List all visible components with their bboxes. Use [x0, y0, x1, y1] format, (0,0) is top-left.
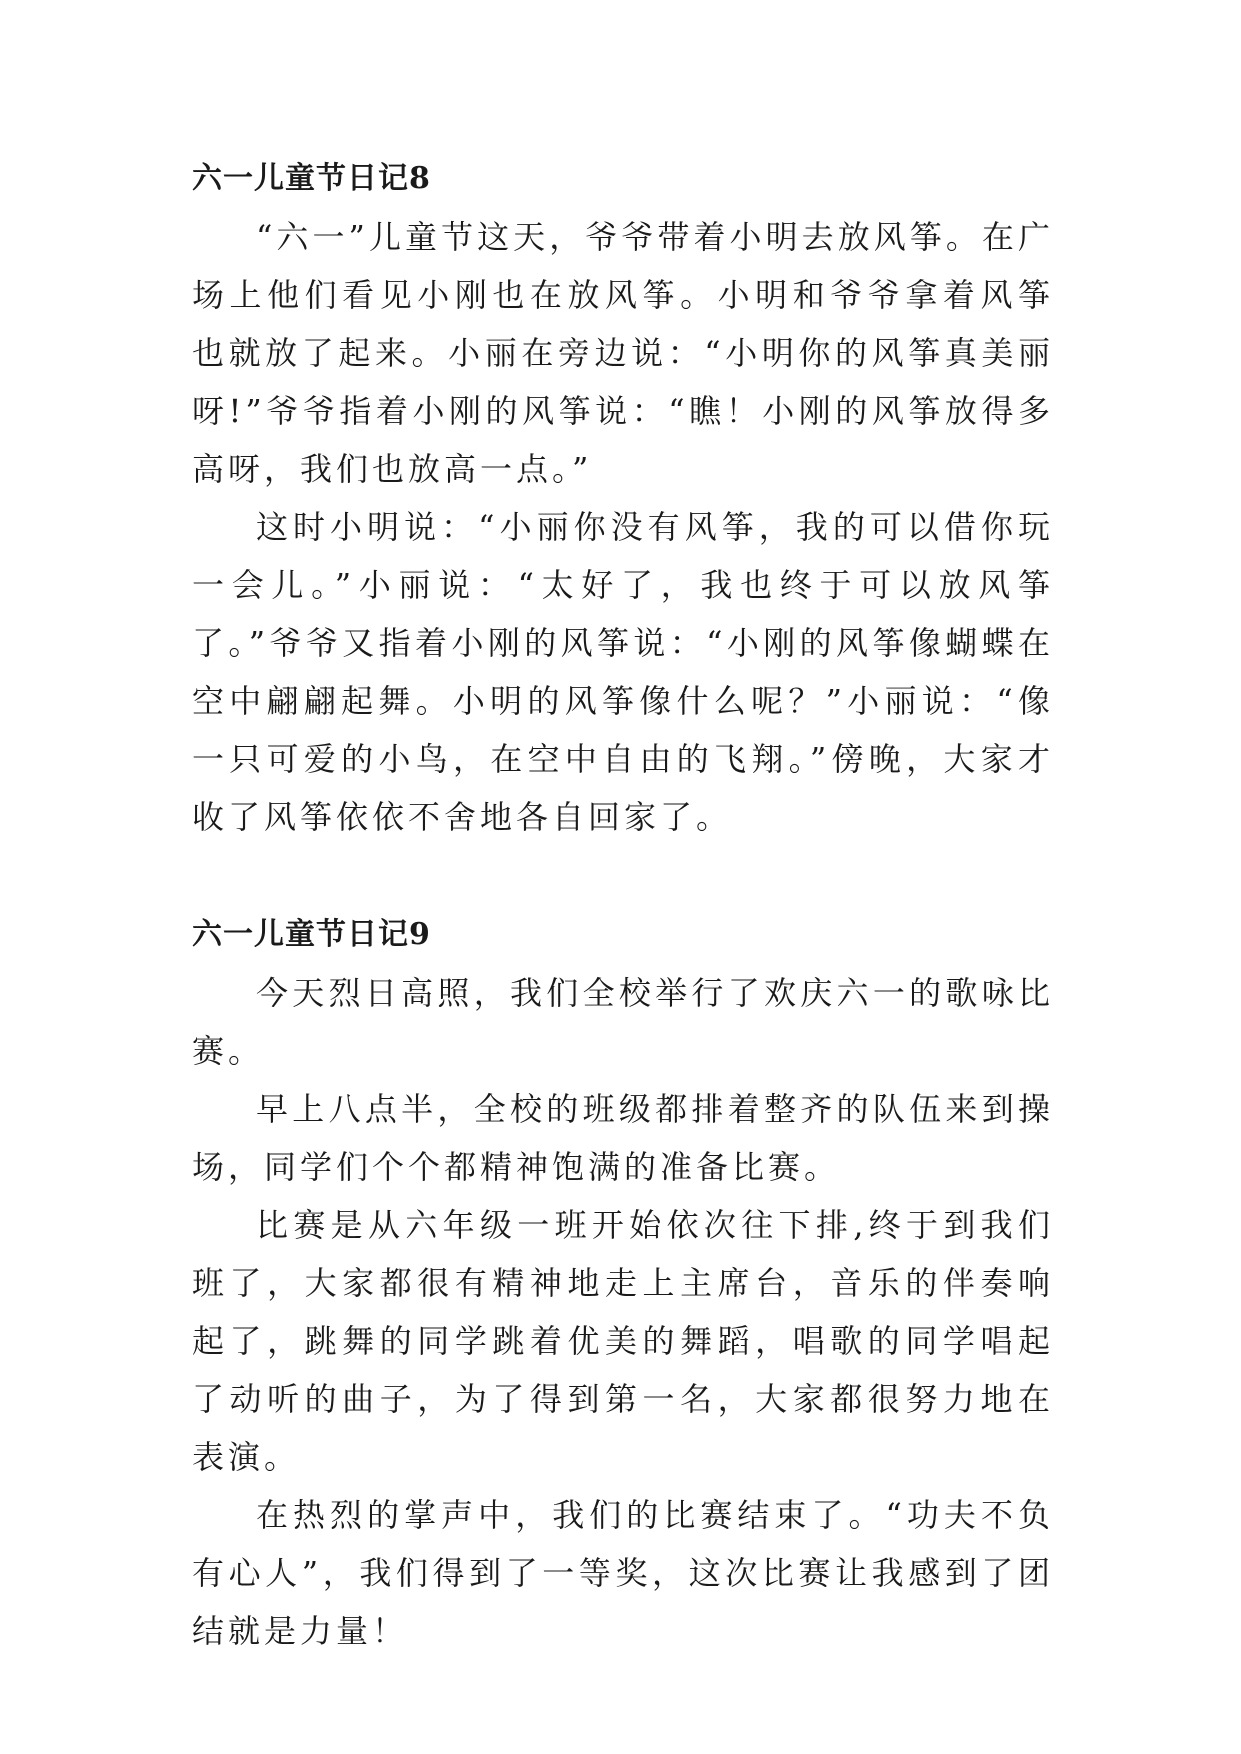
entry-paragraph: 在热烈的掌声中，我们的比赛结束了。“功夫不负有心人”，我们得到了一等奖，这次比赛让我感到了团结就是力量！	[192, 1496, 1054, 1650]
diary-entry-8	[192, 150, 1054, 846]
diary-entry-9	[192, 906, 1054, 1660]
entry-title: 六一儿童节日记9	[192, 917, 431, 952]
entry-paragraph: 今天烈日高照，我们全校举行了欢庆六一的歌咏比赛。	[192, 974, 1054, 1070]
entry-title: 六一儿童节日记8	[192, 161, 431, 196]
entry-paragraph: 这时小明说：“小丽你没有风筝，我的可以借你玩一会儿。”小丽说：“太好了，我也终于可以放风筝了。”爷爷又指着小刚的风筝说：“小刚的风筝像蝴蝶在空中翩翩起舞。小明的风筝像什么呢？”小丽说：“像一只可爱的小鸟，在空中自由的飞翔。”傍晚，大家才收了风筝依依不舍地各自回家了。	[192, 508, 1054, 836]
entry-paragraph: 早上八点半，全校的班级都排着整齐的队伍来到操场，同学们个个都精神饱满的准备比赛。	[192, 1090, 1054, 1186]
document-page	[192, 150, 1054, 1660]
section-spacer	[192, 846, 1054, 906]
entry-paragraph: 比赛是从六年级一班开始依次往下排,终于到我们班了，大家都很有精神地走上主席台，音乐的伴奏响起了，跳舞的同学跳着优美的舞蹈，唱歌的同学唱起了动听的曲子，为了得到第一名，大家都很努力地在表演。	[192, 1206, 1054, 1476]
entry-paragraph: “六一”儿童节这天，爷爷带着小明去放风筝。在广场上他们看见小刚也在放风筝。小明和爷爷拿着风筝也就放了起来。小丽在旁边说：“小明你的风筝真美丽呀!”爷爷指着小刚的风筝说：“瞧！小刚的风筝放得多高呀，我们也放高一点。”	[192, 218, 1054, 488]
